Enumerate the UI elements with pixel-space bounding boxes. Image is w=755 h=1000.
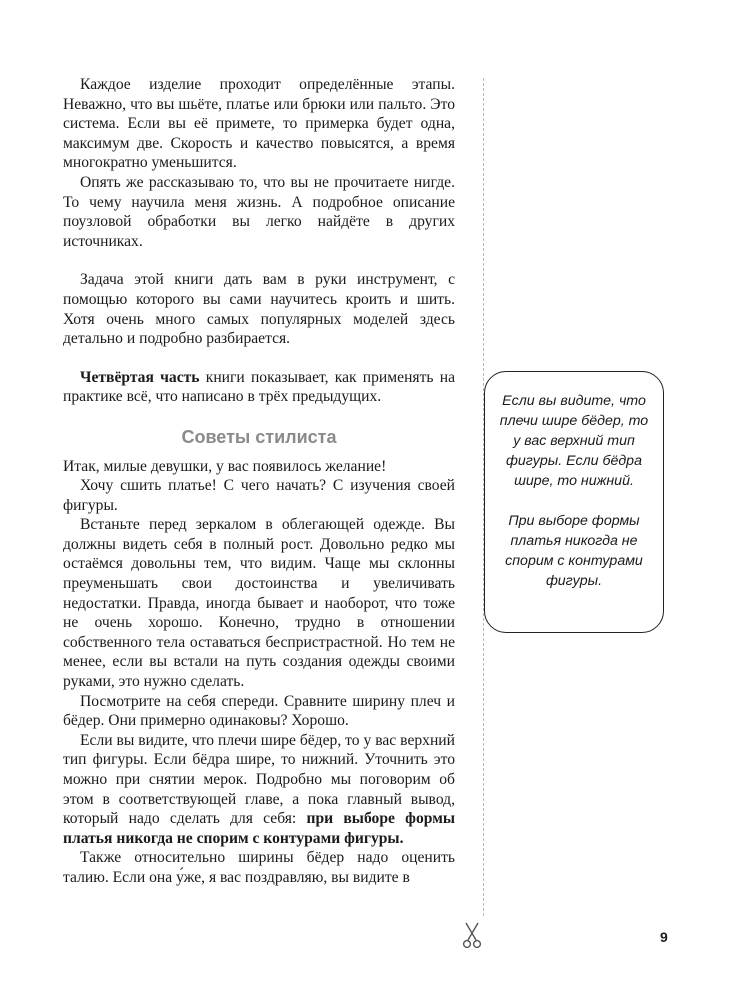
paragraph — [63, 368, 455, 407]
paragraph: Хочу сшить платье! С чего начать? С изучения своей фигуры. — [63, 477, 455, 514]
section-heading: Советы стилиста — [181, 426, 337, 447]
paragraph: Итак, милые девушки, у вас появилось желание! — [63, 457, 387, 475]
paragraph: Каждое изделие проходит определённые этапы. Неважно, что вы шьёте, платье или брюки или пальто. Это система. Если вы её примете, то примерка будет одна, максимум две. Скорость и качество повысятся, а время многократно уменьшится. — [63, 76, 455, 172]
paragraph: Встаньте перед зеркалом в облегающей одежде. Вы должны видеть себя в полный рост. Довольно редко мы остаёмся довольны тем, что видим. Чаще мы склонны преуменьшать свои достоинства и увеличивать недостатки. Правда, иногда бывает и наоборот, что тоже не очень хорошо. Конечно, трудно в отношении собственного тела оставаться беспристрастной. Но тем не менее, если вы встали на путь создания одежды своими руками, это нужно сделать. — [63, 516, 455, 691]
paragraph: Опять же рассказываю то, что вы не прочитаете нигде. То чему научила меня жизнь. А подробное описание поузловой обработки вы легко найдёте в других источниках. — [63, 173, 455, 250]
page-number: 9 — [660, 929, 668, 945]
paragraph: Посмотрите на себя спереди. Сравните ширину плеч и бёдер. Они примерно одинаковы? Хорошо. — [63, 692, 455, 730]
note-text: При выборе формы платья никогда не спорим с контурами фигуры. — [505, 513, 643, 589]
bold-phrase: Четвёртая часть — [80, 368, 200, 386]
bold-phrase: при выборе формы платья никогда не спорим с контурами фигуры. — [63, 810, 455, 847]
paragraph: Задача этой книги дать вам в руки инструмент, с помощью которого вы сами научитесь кроить и шить. Хотя очень много самых популярных моделей здесь детально и подробно разбирается. — [63, 271, 455, 348]
paragraph: Также относительно ширины бёдер надо оценить талию. Если она у́же, я вас поздравляю, вы видите в — [63, 849, 455, 886]
sidebar-note — [484, 371, 664, 633]
paragraph-text: книги показывает, как применять на практике всё, что написано в трёх предыдущих. — [63, 368, 455, 406]
note-text: Если вы видите, что плечи шире бёдер, то у вас верхний тип фигуры. Если бёдра шире, то нижний. — [499, 393, 649, 489]
scissors-icon — [461, 921, 483, 949]
paragraph — [63, 731, 455, 849]
main-text-column — [63, 75, 455, 888]
paragraph-text: Если вы видите, что плечи шире бёдер, то у вас верхний тип фигуры. Если бёдра шире, то нижний. Уточнить это можно при снятии мерок. Подробно мы поговорим об этом в соответствующей главе, а пока главный вывод, который надо сделать для себя: — [63, 731, 455, 828]
